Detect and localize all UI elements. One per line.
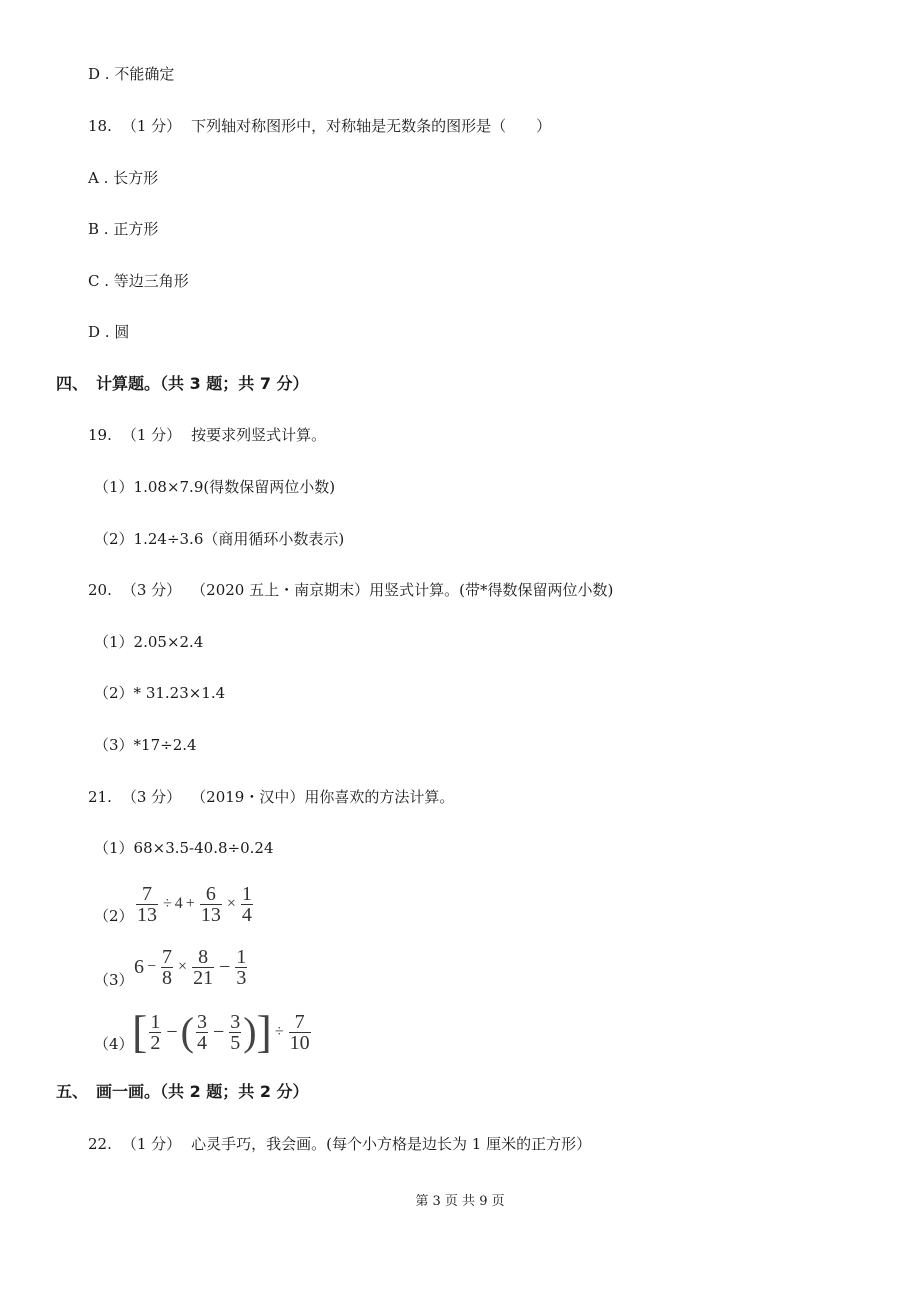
denominator: 13 [137,903,157,926]
operator: + [185,895,195,912]
operator: × [178,958,188,975]
section-5-heading: 五、 画一画。（共 2 题；共 2 分） [56,1082,309,1101]
q21-sub-2-expression [134,882,255,926]
numerator: 3 [230,1010,241,1033]
denominator: 3 [236,966,247,989]
sub-text: 2.05×2.4 [133,633,204,651]
sub-text: *17÷2.4 [133,736,197,754]
numerator: 8 [192,947,214,968]
denominator: 13 [200,903,221,926]
numerator: 1 [236,945,247,968]
denominator: 10 [289,1031,310,1054]
question-score: （1 分） [121,1135,182,1153]
question-20 [88,580,613,600]
sub-text: 68×3.5-40.8÷0.24 [133,839,274,857]
question-number: 18. [88,117,112,135]
fraction [136,884,158,925]
sub-text: 1.24÷3.6（商用循环小数表示) [133,530,345,548]
denominator: 8 [162,966,173,989]
fraction [149,1012,161,1053]
operator: − [212,1020,225,1043]
numerator: 3 [196,1010,207,1033]
question-number: 22. [88,1135,112,1153]
question-stem: （2020 五上・南京期末）用竖式计算。(带*得数保留两位小数) [191,581,614,599]
fraction [196,1012,208,1053]
operator: × [226,895,236,912]
operator: ÷ [274,1023,284,1040]
sub-label: （3） [94,736,134,754]
page-footer: 第 3 页 共 9 页 [415,1194,505,1209]
numerator: 7 [136,884,158,905]
fraction [192,947,214,988]
fraction [235,947,247,988]
numerator: 1 [150,1010,161,1033]
denominator: 4 [196,1031,207,1054]
numerator: 1 [241,882,252,905]
q20-sub-3 [94,735,197,755]
question-score: （1 分） [121,117,182,135]
question-number: 20. [88,581,112,599]
numerator: 7 [289,1012,311,1033]
question-stem: 心灵手巧，我会画。(每个小方格是边长为 1 厘米的正方形） [191,1135,592,1153]
fraction [289,1012,311,1053]
right-paren: ) [243,1009,257,1054]
operator: − [166,1020,178,1043]
q18-option-a: A . 长方形 [88,169,159,187]
question-score: （1 分） [121,426,182,444]
q18-option-c: C . 等边三角形 [88,272,189,290]
q21-sub-2-label: （2） [94,907,134,925]
sub-label: （2） [94,530,134,548]
section-4-heading: 四、 计算题。（共 3 题；共 7 分） [56,374,309,393]
numerator: 7 [162,945,173,968]
question-21 [88,787,454,807]
sub-label: （1） [94,839,134,857]
fraction [200,884,222,925]
denominator: 21 [193,966,214,989]
sub-label: （2） [94,684,134,702]
whole-number: 4 [174,895,183,912]
q18-option-b: B . 正方形 [88,220,159,238]
question-score: （3 分） [121,581,182,599]
q18-option-d: D . 圆 [88,323,130,341]
right-bracket: ] [256,1006,272,1057]
denominator: 2 [150,1031,161,1054]
operator: − [147,958,157,975]
question-stem: 下列轴对称图形中，对称轴是无数条的图形是（ ） [191,117,552,135]
operator: − [219,955,231,978]
sub-label: （1） [94,478,134,496]
question-number: 21. [88,788,112,806]
q17-option-d: D . 不能确定 [88,65,175,83]
question-22 [88,1134,591,1154]
numerator: 6 [200,884,222,905]
fraction [241,884,253,925]
left-paren: ( [180,1009,194,1054]
fraction [161,947,173,988]
q21-sub-4-expression [132,1008,313,1056]
q21-sub-3-expression [134,945,249,989]
q21-sub-4-label: （4） [94,1035,134,1053]
q19-sub-2 [94,529,344,549]
fraction [229,1012,241,1053]
question-stem: （2019・汉中）用你喜欢的方法计算。 [191,788,455,806]
sub-text: * 31.23×1.4 [133,684,226,702]
sub-text: 1.08×7.9(得数保留两位小数) [133,478,336,496]
denominator: 5 [230,1031,241,1054]
left-bracket: [ [132,1006,148,1057]
question-number: 19. [88,426,112,444]
question-19 [88,425,326,445]
operator: ÷ [163,895,172,912]
q21-sub-3-label: （3） [94,971,134,989]
denominator: 4 [241,903,252,926]
question-18 [88,116,551,136]
question-score: （3 分） [121,788,182,806]
whole-number: 6 [134,955,144,978]
q19-sub-1 [94,477,335,497]
q20-sub-1 [94,632,203,652]
sub-label: （1） [94,633,134,651]
q20-sub-2 [94,683,225,703]
question-stem: 按要求列竖式计算。 [191,426,327,444]
q21-sub-1 [94,838,274,858]
